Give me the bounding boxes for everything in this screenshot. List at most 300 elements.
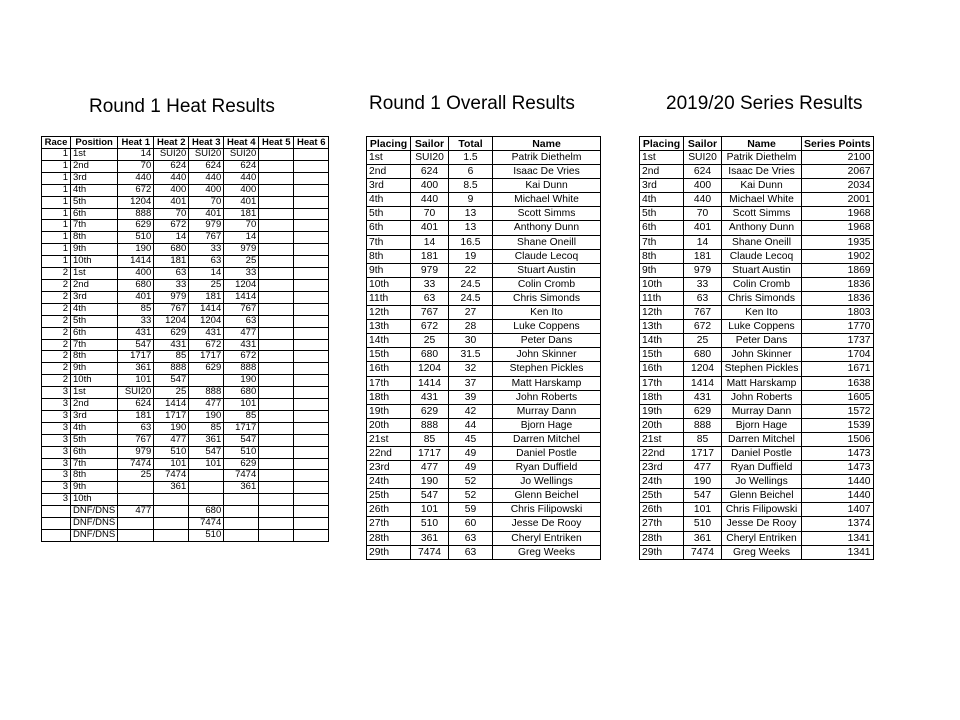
heat-table-cell: 361: [189, 434, 224, 446]
heat-table-row: [42, 387, 329, 399]
heat-table-row: [42, 518, 329, 530]
heat-table-cell: 1717: [189, 351, 224, 363]
series-table-cell: 1572: [802, 404, 874, 418]
heat-table-cell: 888: [154, 363, 189, 375]
overall-table-cell: 45: [449, 432, 493, 446]
overall-table-cell: 11th: [367, 291, 411, 305]
heat-table-cell: [294, 196, 329, 208]
series-table-cell: 25th: [640, 489, 684, 503]
heat-table-cell: [259, 387, 294, 399]
overall-table-cell: 2nd: [367, 165, 411, 179]
series-table-cell: 24th: [640, 475, 684, 489]
heat-table-cell: 401: [224, 196, 259, 208]
heat-table-cell: [259, 446, 294, 458]
series-table-row: [640, 446, 874, 460]
overall-table-cell: 1.5: [449, 151, 493, 165]
series-table-cell: 2001: [802, 193, 874, 207]
heat-table-cell: [259, 196, 294, 208]
heat-table-cell: [259, 518, 294, 530]
heat-table-cell: 2: [42, 363, 71, 375]
heat-table-cell: 2nd: [71, 279, 118, 291]
overall-table-cell: 19: [449, 249, 493, 263]
series-table-row: [640, 376, 874, 390]
series-table-cell: 1440: [802, 489, 874, 503]
heat-table-cell: 400: [118, 268, 154, 280]
overall-table-row: [367, 517, 601, 531]
overall-table-cell: 63: [449, 531, 493, 545]
series-table-row: [640, 404, 874, 418]
series-table-cell: 2067: [802, 165, 874, 179]
heat-header-cell: Race: [42, 137, 71, 149]
overall-table-cell: 8th: [367, 249, 411, 263]
heat-table-cell: [294, 434, 329, 446]
heat-table-cell: [294, 399, 329, 411]
heat-table-cell: 2nd: [71, 399, 118, 411]
heat-table-cell: [294, 279, 329, 291]
series-table-cell: 12th: [640, 306, 684, 320]
heat-table-cell: 10th: [71, 375, 118, 387]
heat-table-cell: [259, 494, 294, 506]
overall-table-cell: 70: [411, 207, 449, 221]
heat-table-cell: 85: [154, 351, 189, 363]
heat-table-cell: [259, 232, 294, 244]
heat-table-cell: 1717: [118, 351, 154, 363]
overall-table-cell: Patrik Diethelm: [493, 151, 601, 165]
heat-table-cell: 2: [42, 375, 71, 387]
heat-table-cell: 1204: [154, 315, 189, 327]
heat-table-cell: 6th: [71, 327, 118, 339]
overall-header-cell: Placing: [367, 137, 411, 151]
series-table-cell: 2100: [802, 151, 874, 165]
heat-table-cell: 400: [189, 184, 224, 196]
heat-results-table: [41, 136, 329, 542]
overall-table-cell: 680: [411, 348, 449, 362]
series-header-cell: Name: [722, 137, 802, 151]
overall-table-cell: 16th: [367, 362, 411, 376]
overall-table-cell: 25: [411, 334, 449, 348]
overall-table-cell: 18th: [367, 390, 411, 404]
heat-table-cell: 3: [42, 458, 71, 470]
overall-header-cell: Total: [449, 137, 493, 151]
overall-table-cell: 29th: [367, 545, 411, 559]
series-table-cell: SUI20: [684, 151, 722, 165]
overall-table-cell: 14: [411, 235, 449, 249]
heat-header-cell: Heat 1: [118, 137, 154, 149]
series-table-cell: 1717: [684, 446, 722, 460]
overall-table-row: [367, 151, 601, 165]
heat-table-cell: 672: [154, 220, 189, 232]
overall-table-cell: 27th: [367, 517, 411, 531]
series-table-row: [640, 249, 874, 263]
heat-table-cell: [42, 518, 71, 530]
heat-table-cell: 190: [154, 422, 189, 434]
heat-table-cell: 888: [224, 363, 259, 375]
series-table-cell: 6th: [640, 221, 684, 235]
overall-table-cell: 7th: [367, 235, 411, 249]
overall-table-cell: 477: [411, 461, 449, 475]
heat-table-cell: 70: [118, 160, 154, 172]
series-table-cell: 1737: [802, 334, 874, 348]
heat-table-cell: 680: [189, 506, 224, 518]
heat-table-cell: [294, 220, 329, 232]
heat-table-cell: 1204: [189, 315, 224, 327]
heat-table-cell: [259, 458, 294, 470]
heat-table-cell: 3: [42, 387, 71, 399]
overall-table-cell: 767: [411, 306, 449, 320]
heat-table-cell: 1: [42, 149, 71, 161]
series-table-cell: 25: [684, 334, 722, 348]
series-table-row: [640, 277, 874, 291]
series-table-cell: Ken Ito: [722, 306, 802, 320]
overall-table-row: [367, 531, 601, 545]
overall-table-cell: 4th: [367, 193, 411, 207]
series-table-cell: Greg Weeks: [722, 545, 802, 559]
heat-table-cell: 25: [118, 470, 154, 482]
overall-table-cell: 28: [449, 320, 493, 334]
heat-table-cell: [259, 244, 294, 256]
heat-table-cell: 25: [189, 279, 224, 291]
heat-table-cell: 9th: [71, 482, 118, 494]
heat-table-cell: 547: [118, 339, 154, 351]
heat-table-cell: 8th: [71, 351, 118, 363]
heat-table-cell: [259, 482, 294, 494]
series-table-cell: 21st: [640, 432, 684, 446]
heat-table-cell: [118, 518, 154, 530]
heat-table-cell: [294, 268, 329, 280]
overall-table-cell: 6th: [367, 221, 411, 235]
heat-table-cell: 1414: [189, 303, 224, 315]
heat-table-cell: [259, 220, 294, 232]
heat-table-cell: [294, 410, 329, 422]
series-table-cell: 510: [684, 517, 722, 531]
series-table-cell: Chris Simonds: [722, 291, 802, 305]
heat-table-cell: 1: [42, 244, 71, 256]
heat-table-cell: [154, 494, 189, 506]
overall-table-cell: Chris Filipowski: [493, 503, 601, 517]
heat-table-cell: 680: [118, 279, 154, 291]
overall-table-cell: Jesse De Rooy: [493, 517, 601, 531]
series-table-cell: Stephen Pickles: [722, 362, 802, 376]
overall-table-row: [367, 362, 601, 376]
heat-table-cell: [118, 482, 154, 494]
series-table-row: [640, 207, 874, 221]
heat-table-cell: [259, 351, 294, 363]
heat-table-cell: SUI20: [118, 387, 154, 399]
overall-table-row: [367, 263, 601, 277]
overall-table-cell: 21st: [367, 432, 411, 446]
overall-table-cell: 26th: [367, 503, 411, 517]
heat-table-cell: [224, 518, 259, 530]
series-table-row: [640, 263, 874, 277]
series-table-cell: 16th: [640, 362, 684, 376]
series-table-row: [640, 489, 874, 503]
heat-table-cell: [118, 494, 154, 506]
overall-table-row: [367, 503, 601, 517]
heat-table-cell: [259, 410, 294, 422]
heat-table-row: [42, 458, 329, 470]
heat-table-cell: 477: [154, 434, 189, 446]
overall-table-cell: 181: [411, 249, 449, 263]
series-table-cell: 1374: [802, 517, 874, 531]
heat-table-cell: 624: [118, 399, 154, 411]
heat-table-cell: 2: [42, 351, 71, 363]
heat-table-cell: 190: [118, 244, 154, 256]
heat-table-cell: 547: [224, 434, 259, 446]
series-table-row: [640, 531, 874, 545]
overall-table-cell: 14th: [367, 334, 411, 348]
overall-table-cell: 27: [449, 306, 493, 320]
series-table-cell: Patrik Diethelm: [722, 151, 802, 165]
heat-table-cell: 401: [118, 291, 154, 303]
overall-table-cell: 22nd: [367, 446, 411, 460]
overall-table-cell: 5th: [367, 207, 411, 221]
heat-table-cell: 85: [189, 422, 224, 434]
heat-table-cell: 3rd: [71, 410, 118, 422]
series-table-row: [640, 235, 874, 249]
heat-table-cell: [259, 315, 294, 327]
heat-table-cell: [294, 291, 329, 303]
heat-table-cell: 2: [42, 339, 71, 351]
series-table-row: [640, 418, 874, 432]
series-table-cell: 15th: [640, 348, 684, 362]
heat-table-cell: 7474: [118, 458, 154, 470]
heat-table-cell: SUI20: [224, 149, 259, 161]
heat-table-cell: [259, 172, 294, 184]
heat-table-cell: [294, 387, 329, 399]
heat-table-cell: 7th: [71, 220, 118, 232]
overall-table-cell: 49: [449, 446, 493, 460]
heat-table-row: [42, 268, 329, 280]
overall-table-row: [367, 348, 601, 362]
overall-table-row: [367, 461, 601, 475]
heat-table-cell: [294, 518, 329, 530]
series-table-cell: 33: [684, 277, 722, 291]
heat-table-row: [42, 530, 329, 542]
heat-table-cell: 63: [189, 256, 224, 268]
overall-table-cell: Cheryl Entriken: [493, 531, 601, 545]
overall-table-cell: 190: [411, 475, 449, 489]
heat-table-cell: 25: [224, 256, 259, 268]
heat-table-cell: 1717: [154, 410, 189, 422]
overall-table-cell: 24th: [367, 475, 411, 489]
series-table-cell: 1770: [802, 320, 874, 334]
overall-table-cell: 31.5: [449, 348, 493, 362]
heat-table-cell: 181: [154, 256, 189, 268]
heat-table-cell: 672: [189, 339, 224, 351]
heat-table-cell: [224, 494, 259, 506]
overall-table-cell: 22: [449, 263, 493, 277]
series-table-cell: Glenn Beichel: [722, 489, 802, 503]
overall-table-cell: 672: [411, 320, 449, 334]
heat-table-row: [42, 506, 329, 518]
heat-table-cell: [259, 470, 294, 482]
heat-table-cell: 361: [224, 482, 259, 494]
heat-table-cell: 7th: [71, 339, 118, 351]
heat-table-cell: 3rd: [71, 172, 118, 184]
series-table-row: [640, 165, 874, 179]
series-table-row: [640, 432, 874, 446]
heat-table-cell: 1204: [224, 279, 259, 291]
heat-table-row: [42, 446, 329, 458]
heat-table-row: [42, 422, 329, 434]
series-table-row: [640, 390, 874, 404]
series-table-cell: Shane Oneill: [722, 235, 802, 249]
heat-table-cell: [294, 303, 329, 315]
heat-table-cell: 979: [224, 244, 259, 256]
heat-table-cell: SUI20: [154, 149, 189, 161]
heat-header-cell: Heat 3: [189, 137, 224, 149]
series-table-row: [640, 334, 874, 348]
overall-table-cell: 13: [449, 207, 493, 221]
overall-table-cell: 9: [449, 193, 493, 207]
heat-table-cell: 431: [224, 339, 259, 351]
overall-table-cell: 52: [449, 489, 493, 503]
series-table-cell: Ryan Duffield: [722, 461, 802, 475]
heat-table-cell: 888: [118, 208, 154, 220]
series-table-cell: 5th: [640, 207, 684, 221]
overall-table-cell: SUI20: [411, 151, 449, 165]
series-table-cell: 3rd: [640, 179, 684, 193]
overall-header-row: [367, 137, 601, 151]
overall-table-cell: Greg Weeks: [493, 545, 601, 559]
heat-table-cell: 361: [154, 482, 189, 494]
heat-table-cell: [154, 506, 189, 518]
overall-table-cell: 15th: [367, 348, 411, 362]
heat-table-cell: 70: [224, 220, 259, 232]
heat-table-cell: 1st: [71, 268, 118, 280]
heat-table-cell: 101: [224, 399, 259, 411]
series-table-cell: 440: [684, 193, 722, 207]
heat-table-cell: [259, 327, 294, 339]
heat-table-cell: [259, 530, 294, 542]
heat-table-cell: SUI20: [189, 149, 224, 161]
series-results-title: 2019/20 Series Results: [666, 93, 863, 114]
heat-table-cell: 14: [154, 232, 189, 244]
overall-table-row: [367, 404, 601, 418]
heat-table-cell: 680: [224, 387, 259, 399]
overall-table-cell: 37: [449, 376, 493, 390]
heat-table-cell: 7474: [224, 470, 259, 482]
overall-table-cell: Murray Dann: [493, 404, 601, 418]
series-table-cell: 14th: [640, 334, 684, 348]
heat-table-cell: 33: [154, 279, 189, 291]
heat-table-cell: 8th: [71, 232, 118, 244]
heat-table-row: [42, 232, 329, 244]
overall-table-row: [367, 376, 601, 390]
heat-table-row: [42, 470, 329, 482]
series-table-cell: 1968: [802, 221, 874, 235]
heat-table-cell: [154, 530, 189, 542]
overall-table-cell: Isaac De Vries: [493, 165, 601, 179]
heat-table-cell: 477: [189, 399, 224, 411]
series-table-cell: 400: [684, 179, 722, 193]
heat-table-cell: DNF/DNS: [71, 530, 118, 542]
heat-table-cell: 979: [118, 446, 154, 458]
overall-table-cell: 19th: [367, 404, 411, 418]
overall-table-cell: 17th: [367, 376, 411, 390]
overall-table-cell: Chris Simonds: [493, 291, 601, 305]
heat-table-cell: 1204: [118, 196, 154, 208]
heat-table-cell: 1: [42, 196, 71, 208]
heat-table-body: [42, 149, 329, 542]
heat-table-cell: 477: [224, 327, 259, 339]
overall-table-row: [367, 277, 601, 291]
overall-table-cell: 8.5: [449, 179, 493, 193]
series-table-cell: Peter Dans: [722, 334, 802, 348]
overall-table-cell: 25th: [367, 489, 411, 503]
overall-table-cell: 63: [411, 291, 449, 305]
overall-table-row: [367, 545, 601, 559]
series-table-cell: 1st: [640, 151, 684, 165]
series-table-cell: 181: [684, 249, 722, 263]
heat-table-cell: 33: [118, 315, 154, 327]
heat-table-cell: 1: [42, 172, 71, 184]
overall-table-cell: 85: [411, 432, 449, 446]
overall-table-row: [367, 291, 601, 305]
overall-table-cell: 7474: [411, 545, 449, 559]
series-table-cell: 361: [684, 531, 722, 545]
heat-table-cell: 1717: [224, 422, 259, 434]
overall-table-cell: 63: [449, 545, 493, 559]
heat-table-cell: 400: [224, 184, 259, 196]
series-header-cell: Sailor: [684, 137, 722, 151]
heat-table-cell: 101: [189, 458, 224, 470]
overall-table-cell: 624: [411, 165, 449, 179]
heat-table-cell: 9th: [71, 244, 118, 256]
series-table-cell: Cheryl Entriken: [722, 531, 802, 545]
heat-table-cell: [294, 470, 329, 482]
series-results-table: [639, 136, 874, 560]
heat-table-cell: [189, 482, 224, 494]
overall-table-cell: Stephen Pickles: [493, 362, 601, 376]
overall-table-cell: 10th: [367, 277, 411, 291]
series-table-cell: Isaac De Vries: [722, 165, 802, 179]
heat-table-cell: [224, 506, 259, 518]
series-table-cell: 672: [684, 320, 722, 334]
overall-table-row: [367, 432, 601, 446]
heat-table-cell: 440: [118, 172, 154, 184]
series-table-cell: 1638: [802, 376, 874, 390]
series-table-cell: 19th: [640, 404, 684, 418]
series-table-cell: Anthony Dunn: [722, 221, 802, 235]
series-table-cell: 1836: [802, 277, 874, 291]
series-table-cell: 7474: [684, 545, 722, 559]
heat-table-cell: [259, 184, 294, 196]
overall-table-cell: 33: [411, 277, 449, 291]
series-table-row: [640, 221, 874, 235]
series-table-row: [640, 503, 874, 517]
series-table-cell: 1473: [802, 446, 874, 460]
heat-table-cell: 101: [154, 458, 189, 470]
overall-results-title: Round 1 Overall Results: [369, 93, 575, 114]
series-table-row: [640, 475, 874, 489]
series-table-cell: 11th: [640, 291, 684, 305]
overall-table-cell: 23rd: [367, 461, 411, 475]
heat-table-cell: 181: [118, 410, 154, 422]
heat-table-cell: [259, 434, 294, 446]
heat-table-cell: 1414: [224, 291, 259, 303]
heat-table-cell: 3: [42, 434, 71, 446]
series-header-row: [640, 137, 874, 151]
overall-table-cell: John Roberts: [493, 390, 601, 404]
heat-table-cell: [294, 149, 329, 161]
heat-table-cell: 1st: [71, 149, 118, 161]
heat-table-row: [42, 482, 329, 494]
series-table-row: [640, 362, 874, 376]
series-table-cell: Stuart Austin: [722, 263, 802, 277]
heat-table-row: [42, 375, 329, 387]
heat-table-cell: 401: [154, 196, 189, 208]
